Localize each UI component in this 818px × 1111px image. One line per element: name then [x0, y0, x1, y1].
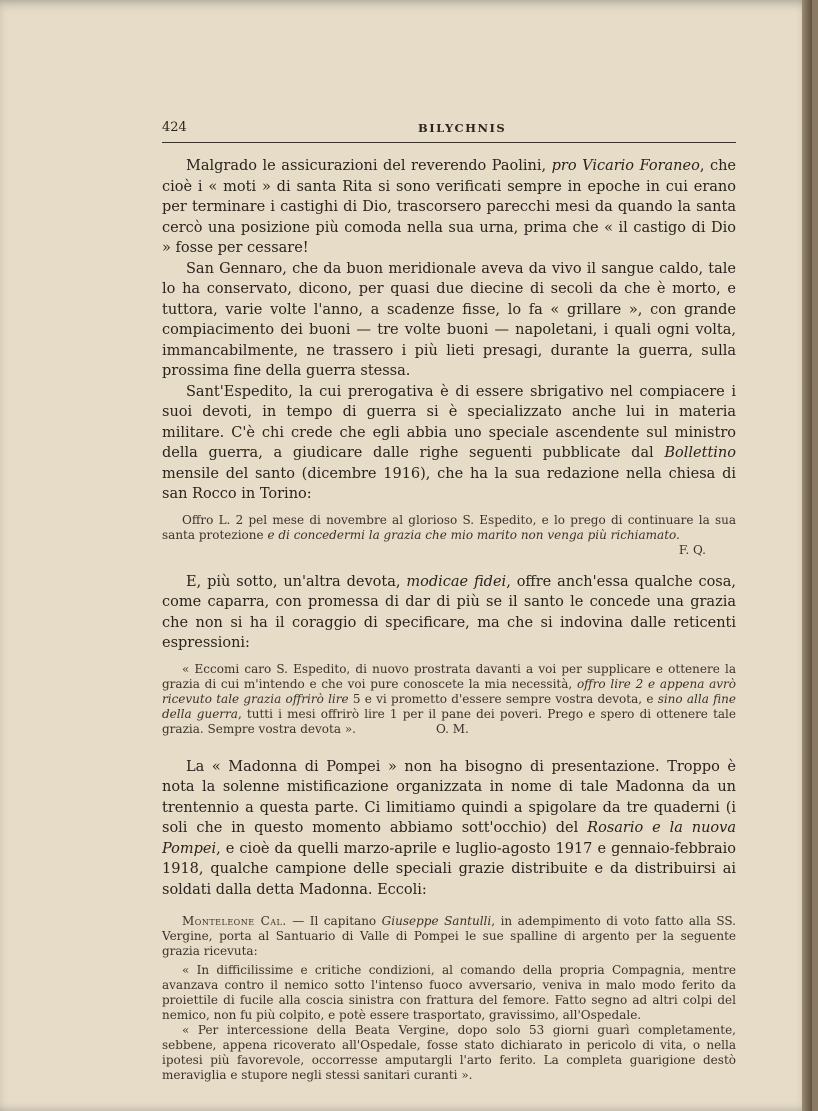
page-body: [162, 156, 736, 1083]
paragraph-madonna-di-pompei: La « Madonna di Pompei » non ha bisogno di presentazione. Troppo è nota la solenne mistificazione organizzata in nome di tale Madonna da un trentennio a questa parte. Ci limitiamo quindi a spigolare da tre quaderni (i soli che in questo momento abbiamo sott'occhio) del Rosario e la nuova Pompei, e cioè da quelli marzo-aprile e luglio-agosto 1917 e gennaio-febbraio 1918, qualche campione delle speciali grazie distribuite e da distribuirsi ai soldati dalla detta Madonna. Eccoli:: [162, 758, 737, 898]
running-title: BILYCHNIS: [418, 121, 507, 135]
paragraph-sant-espedito: Sant'Espedito, la cui prerogativa è di essere sbrigativo nel compiacere i suoi devoti, in tempo di guerra si è specializzato anche lui in materia militare. C'è chi crede che egli abbia uno speciale ascendente sul ministro della guerra, a giudicare dalle righe seguenti pubblicate dal Bollettino mensile del santo (dicembre 1916), che ha la sua redazione nella chiesa di san Rocco in Torino:: [162, 383, 736, 502]
quote-offering-om: « Eccomi caro S. Espedito, di nuovo prostrata davanti a voi per supplicare e ottenere la grazia di cui m'intendo e che voi pure conoscete la mia necessità, offro lire 2 e appena avrò ricevuto tale grazia offrirò lire 5 e vi prometto d'essere sempre vostra devota, e sino alla fine della guerra, tutti i mesi offrirò lire 1 per il pane dei poveri. Prego e spero di ottenere tale grazia. Sempre vostra devota ». O. M.: [162, 661, 736, 736]
paragraph-modicae-fidei: E, più sotto, un'altra devota, modicae fidei, offre anch'essa qualche cosa, come caparra, con promessa di dar di più se il santo le concede una grazia che non si ha il coraggio di specificare, ma che si indovina dalle reticenti espressioni:: [162, 573, 736, 651]
quote-recovery: « Per intercessione della Beata Vergine, dopo solo 53 giorni guarì completamente, sebbene, appena ricoverato all'Ospedale, fosse stato dichiarato in pericolo di vita, o nella ipotesi più favorevole, occorresse amputargli l'arto ferito. La completa guarigione destò meraviglia e stupore negli stessi sanitari curanti ».: [162, 1023, 736, 1082]
paragraph-san-gennaro: San Gennaro, che da buon meridionale aveva da vivo il sangue caldo, tale lo ha conservato, dicono, per quasi due diecine di secoli da che è morto, e tuttora, varie volte l'anno, a scadenze fisse, lo fa « grillare », con grande compiacimento dei buoni — tre volte buoni — napoletani, i quali ogni volta, immancabilmente, ne trassero i più lieti presagi, durante la guerra, sulla prossima fine della guerra stessa.: [162, 260, 736, 379]
signature-fq: F. Q.: [678, 542, 706, 557]
quote-monteleone: Monteleone Cal. — Il capitano Giuseppe Santulli, in adempimento di voto fatto alla SS. Vergine, porta al Santuario di Valle di Pompei le sue spalline di argento per la seguente grazia ricevuta:: [162, 914, 736, 958]
quote-offering-fq: Offro L. 2 pel mese di novembre al glorioso S. Espedito, e lo prego di continuare la sua santa protezione e di concedermi la grazia che mio marito non venga più richiamato.: [162, 512, 736, 542]
page-number: 424: [162, 120, 187, 135]
quote-war-wound: « In difficilissime e critiche condizioni, al comando della propria Compagnia, mentre avanzava contro il nemico sotto l'intenso fuoco avversario, veniva in malo modo ferito da proiettile di fucile alla coscia sinistra con frattura del femore. Fatto segno ad altri colpi del nemico, non fu più colpito, e potè essere trasportato, gravissimo, all'Ospedale.: [162, 963, 736, 1022]
running-header: [162, 120, 736, 143]
paragraph-santa-rita: Malgrado le assicurazioni del reverendo Paolini, pro Vicario Foraneo, che cioè i « moti » di santa Rita si sono verificati sempre in epoche in cui erano per terminare i castighi di Dio, trascorsero parecchi mesi da quando la santa cercò una posizione più comoda nella sua urna, prima che « il castigo di Dio » fosse per cessare!: [162, 158, 737, 256]
page-edge-shadow: [802, 0, 812, 1111]
signature-om: O. M.: [435, 721, 469, 736]
